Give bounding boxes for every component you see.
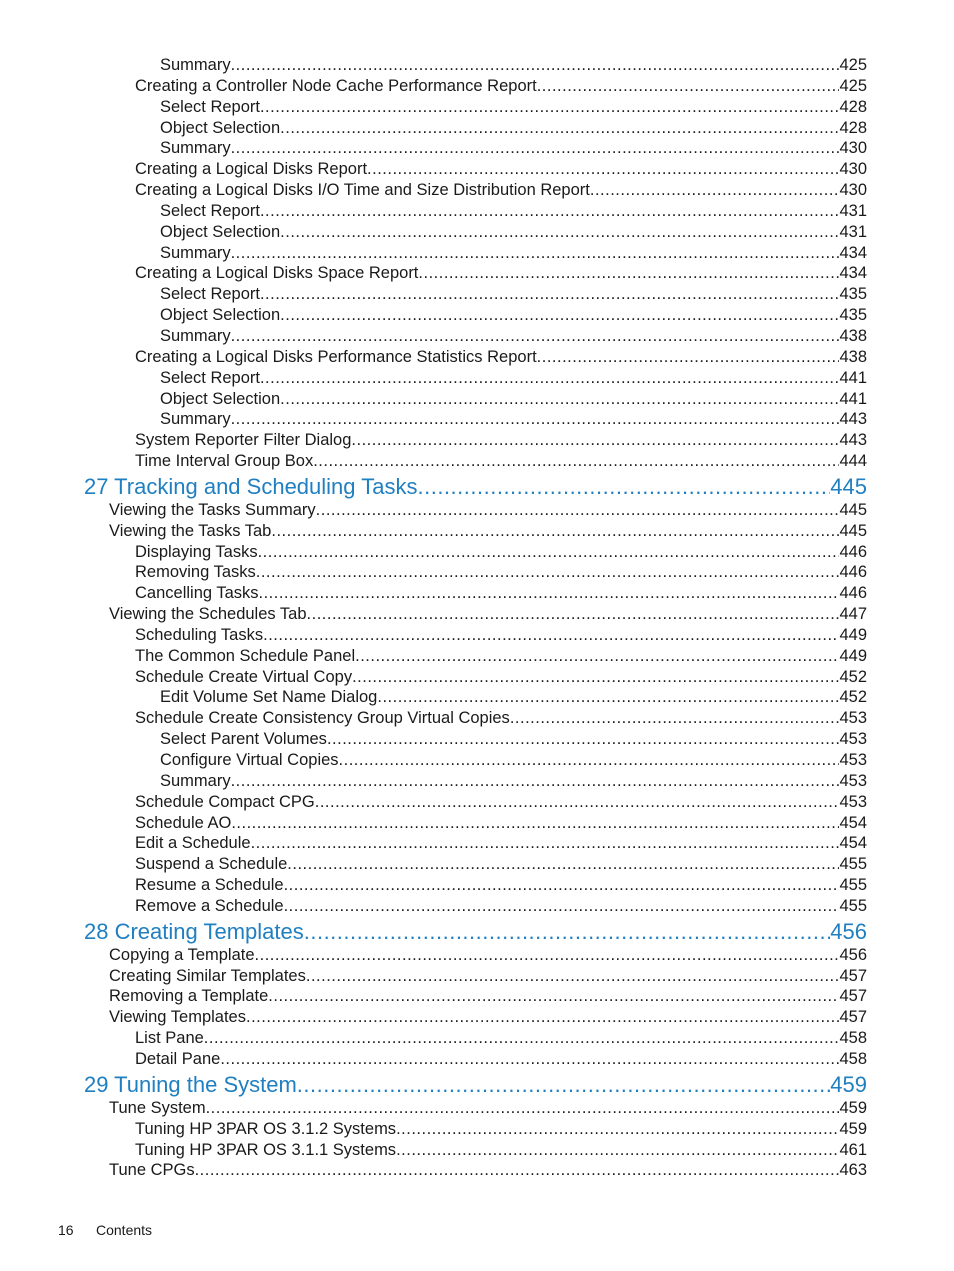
toc-entry-title: Schedule AO [135, 813, 232, 832]
toc-entry-title: Time Interval Group Box [135, 452, 314, 471]
toc-entry[interactable] [0, 368, 954, 389]
dot-leader [231, 55, 840, 76]
toc-entry[interactable] [0, 430, 954, 451]
dot-leader [195, 1160, 840, 1181]
dot-leader [510, 708, 840, 729]
dot-leader [307, 604, 840, 625]
toc-entry-title: Cancelling Tasks [135, 584, 259, 603]
toc-entry-page: 453 [839, 771, 867, 790]
dot-leader [260, 201, 840, 222]
toc-entry[interactable] [0, 180, 954, 201]
toc-entry[interactable] [0, 222, 954, 243]
toc-entry-title: Summary [160, 410, 231, 429]
dot-leader [263, 625, 839, 646]
dot-leader [258, 542, 840, 563]
toc-entry-page: 453 [839, 730, 867, 749]
toc-entry[interactable] [0, 243, 954, 264]
toc-entry-page: 452 [839, 688, 867, 707]
toc-entry[interactable] [0, 326, 954, 347]
dot-leader [306, 966, 840, 987]
toc-entry-page: 428 [839, 97, 867, 116]
toc-entry[interactable] [0, 76, 954, 97]
toc-entry-title: Remove a Schedule [135, 896, 284, 915]
toc-entry-page: 434 [839, 264, 867, 283]
dot-leader [537, 347, 840, 368]
toc-entry-title: Tune CPGs [109, 1161, 195, 1180]
toc-entry[interactable] [0, 771, 954, 792]
toc-entry[interactable] [0, 966, 954, 987]
footer-section-label: Contents [96, 1222, 153, 1238]
toc-entry-title: Detail Pane [135, 1049, 221, 1068]
dot-leader [251, 833, 840, 854]
dot-leader [396, 1119, 839, 1140]
toc-entry-page: 425 [839, 76, 867, 95]
toc-entry-title: Creating a Logical Disks Report [135, 160, 368, 179]
toc-entry-page: 457 [839, 966, 867, 985]
dot-leader [231, 409, 840, 430]
toc-entry-page: 434 [839, 243, 867, 262]
toc-entry-page: 446 [839, 563, 867, 582]
dot-leader [255, 945, 840, 966]
toc-entry-title: Resume a Schedule [135, 876, 284, 895]
toc-entry-page: 446 [839, 542, 867, 561]
dot-leader [355, 646, 839, 667]
toc-entry-title: Creating Similar Templates [109, 966, 306, 985]
toc-entry[interactable] [0, 875, 954, 896]
toc-entry[interactable] [0, 562, 954, 583]
dot-leader [352, 667, 839, 688]
toc-entry-page: 425 [839, 56, 867, 74]
toc-entry-title: Tuning HP 3PAR OS 3.1.2 Systems [135, 1119, 397, 1138]
toc-entry[interactable] [0, 896, 954, 917]
toc-entry[interactable] [0, 583, 954, 604]
toc-entry-page: 453 [839, 751, 867, 769]
dot-leader [284, 875, 840, 896]
toc-entry-page: 454 [839, 813, 867, 832]
toc-entry-title: Tune System [109, 1098, 206, 1117]
dot-leader [259, 583, 840, 604]
toc-entry-page: 431 [839, 222, 867, 241]
table-of-contents [0, 55, 954, 1181]
toc-entry[interactable] [0, 542, 954, 563]
toc-entry[interactable] [0, 451, 954, 472]
dot-leader [367, 159, 839, 180]
toc-entry[interactable] [0, 521, 954, 542]
dot-leader [280, 118, 839, 139]
toc-entry-page: 458 [839, 1049, 867, 1068]
toc-entry-page: 435 [839, 285, 867, 304]
toc-entry-title: Summary [160, 771, 231, 790]
dot-leader [231, 326, 840, 347]
toc-entry-title: Object Selection [160, 222, 281, 241]
dot-leader [537, 76, 840, 97]
dot-leader [231, 813, 839, 834]
dot-leader [220, 1049, 839, 1070]
toc-entry-page: 461 [839, 1140, 867, 1159]
toc-entry-title: Summary [160, 56, 231, 74]
toc-entry-page: 438 [839, 347, 867, 366]
toc-entry[interactable] [0, 347, 954, 368]
toc-entry[interactable] [0, 138, 954, 159]
toc-entry-title: Edit a Schedule [135, 834, 251, 853]
toc-entry[interactable] [0, 500, 954, 521]
toc-entry-page: 438 [839, 326, 867, 345]
toc-entry[interactable] [0, 263, 954, 284]
toc-entry-page: 435 [839, 306, 867, 325]
toc-entry-title: Select Report [160, 201, 260, 220]
toc-entry-page: 455 [839, 876, 867, 895]
toc-entry-page: 453 [839, 792, 867, 811]
dot-leader [339, 750, 840, 771]
dot-leader [417, 473, 830, 500]
toc-entry-title: Object Selection [160, 389, 281, 408]
toc-entry-title: Creating a Logical Disks Performance Statistics Report [135, 347, 537, 366]
toc-entry-title: Creating a Logical Disks Space Report [135, 264, 419, 283]
dot-leader [246, 1007, 839, 1028]
page-footer [58, 1222, 152, 1238]
toc-entry-page: 441 [839, 368, 867, 387]
dot-leader [304, 918, 831, 945]
toc-entry-title: The Common Schedule Panel [135, 646, 356, 665]
toc-entry-page: 458 [839, 1029, 867, 1048]
toc-entry-page: 441 [839, 389, 867, 408]
toc-entry-title: Viewing the Tasks Summary [109, 500, 316, 519]
toc-entry-title: Scheduling Tasks [135, 625, 264, 644]
toc-entry-title: List Pane [135, 1029, 204, 1048]
toc-entry[interactable] [0, 284, 954, 305]
toc-entry[interactable] [0, 1160, 954, 1181]
dot-leader [268, 986, 839, 1007]
toc-entry-title: Select Report [160, 368, 260, 387]
dot-leader [377, 687, 839, 708]
dot-leader [590, 180, 840, 201]
dot-leader [313, 451, 839, 472]
toc-entry-title: Suspend a Schedule [135, 855, 288, 874]
dot-leader [231, 138, 840, 159]
toc-entry-page: 443 [839, 410, 867, 429]
toc-entry-page: 459 [839, 1119, 867, 1138]
toc-entry[interactable] [0, 1028, 954, 1049]
toc-entry[interactable] [0, 305, 954, 326]
toc-entry-page: 430 [839, 160, 867, 179]
toc-entry[interactable] [0, 986, 954, 1007]
toc-entry-page: 457 [839, 987, 867, 1006]
dot-leader [287, 854, 839, 875]
dot-leader [351, 430, 839, 451]
dot-leader [271, 521, 839, 542]
dot-leader [206, 1098, 840, 1119]
toc-entry[interactable] [0, 1140, 954, 1161]
toc-entry-page: 454 [839, 834, 867, 853]
toc-entry[interactable] [0, 389, 954, 410]
toc-entry-title: Creating a Logical Disks I/O Time and Size Distribution Report [135, 181, 590, 200]
toc-entry[interactable] [0, 604, 954, 625]
toc-entry-title: Object Selection [160, 118, 281, 137]
toc-entry[interactable] [0, 97, 954, 118]
toc-entry[interactable] [0, 159, 954, 180]
toc-entry[interactable] [0, 833, 954, 854]
toc-entry-title: Schedule Compact CPG [135, 792, 315, 811]
toc-entry-page: 430 [839, 181, 867, 200]
toc-entry-title: Removing Tasks [135, 563, 256, 582]
dot-leader [260, 97, 840, 118]
toc-entry-page: 457 [839, 1008, 867, 1027]
toc-entry-title: Select Parent Volumes [160, 730, 327, 749]
toc-entry-page: 431 [839, 201, 867, 220]
dot-leader [315, 792, 840, 813]
toc-entry-title: Edit Volume Set Name Dialog [160, 688, 378, 707]
dot-leader [280, 222, 839, 243]
dot-leader [231, 771, 840, 792]
toc-entry-title: Schedule Create Virtual Copy [135, 667, 353, 686]
toc-entry[interactable] [0, 1049, 954, 1070]
toc-entry-page: 446 [839, 584, 867, 603]
toc-entry[interactable] [0, 1119, 954, 1140]
toc-entry-title: Summary [160, 139, 231, 158]
toc-entry-title: 29 Tuning the System [84, 1071, 297, 1097]
dot-leader [284, 896, 840, 917]
toc-entry[interactable] [0, 854, 954, 875]
toc-entry-title: Displaying Tasks [135, 542, 258, 561]
dot-leader [327, 729, 840, 750]
dot-leader [231, 243, 840, 264]
toc-entry-title: Summary [160, 243, 231, 262]
toc-entry-title: Select Report [160, 97, 260, 116]
toc-entry[interactable] [0, 750, 954, 771]
toc-chapter-entry[interactable] [0, 918, 954, 945]
toc-entry-title: Summary [160, 326, 231, 345]
toc-entry[interactable] [0, 1098, 954, 1119]
toc-entry-page: 459 [830, 1071, 867, 1097]
toc-entry[interactable] [0, 945, 954, 966]
toc-entry-page: 428 [839, 118, 867, 137]
dot-leader [418, 263, 839, 284]
toc-entry[interactable] [0, 687, 954, 708]
toc-entry-title: Removing a Template [109, 987, 269, 1006]
toc-entry-page: 456 [839, 945, 867, 964]
toc-entry[interactable] [0, 646, 954, 667]
toc-entry[interactable] [0, 625, 954, 646]
dot-leader [260, 368, 840, 389]
toc-entry-page: 445 [839, 500, 867, 519]
toc-entry[interactable] [0, 792, 954, 813]
toc-entry-title: Creating a Controller Node Cache Performance Report [135, 76, 537, 95]
dot-leader [260, 284, 840, 305]
dot-leader [396, 1140, 839, 1161]
toc-entry-title: Object Selection [160, 306, 281, 325]
toc-entry-title: Copying a Template [109, 945, 255, 964]
toc-entry-page: 455 [839, 896, 867, 915]
toc-entry-page: 456 [830, 918, 867, 944]
toc-entry-page: 447 [839, 605, 867, 624]
dot-leader [297, 1071, 830, 1098]
toc-entry-page: 449 [839, 646, 867, 665]
toc-entry-page: 443 [839, 431, 867, 450]
toc-entry[interactable] [0, 55, 954, 76]
toc-entry-title: Tuning HP 3PAR OS 3.1.1 Systems [135, 1140, 397, 1159]
toc-entry[interactable] [0, 201, 954, 222]
toc-entry-title: Viewing the Tasks Tab [109, 521, 272, 540]
dot-leader [204, 1028, 840, 1049]
toc-entry-page: 459 [839, 1098, 867, 1117]
toc-entry-title: System Reporter Filter Dialog [135, 431, 352, 450]
toc-entry[interactable] [0, 118, 954, 139]
toc-chapter-entry[interactable] [0, 473, 954, 500]
toc-entry-page: 445 [839, 521, 867, 540]
toc-entry-title: Select Report [160, 285, 260, 304]
toc-entry-title: Viewing the Schedules Tab [109, 605, 307, 624]
toc-entry-page: 449 [839, 625, 867, 644]
page-number: 16 [58, 1222, 74, 1238]
toc-entry[interactable] [0, 813, 954, 834]
toc-entry-page: 430 [839, 139, 867, 158]
toc-entry-title: 28 Creating Templates [84, 918, 304, 944]
toc-entry[interactable] [0, 708, 954, 729]
dot-leader [280, 389, 839, 410]
toc-entry-page: 445 [830, 473, 867, 499]
dot-leader [316, 500, 840, 521]
toc-entry[interactable] [0, 1007, 954, 1028]
dot-leader [256, 562, 840, 583]
toc-entry-page: 444 [839, 452, 867, 471]
toc-entry-title: Schedule Create Consistency Group Virtual Copies [135, 709, 510, 728]
toc-entry[interactable] [0, 667, 954, 688]
toc-entry-page: 453 [839, 709, 867, 728]
dot-leader [280, 305, 839, 326]
toc-entry-page: 452 [839, 667, 867, 686]
toc-entry-title: Viewing Templates [109, 1008, 246, 1027]
toc-entry[interactable] [0, 409, 954, 430]
toc-entry[interactable] [0, 729, 954, 750]
toc-chapter-entry[interactable] [0, 1071, 954, 1098]
toc-entry-page: 463 [839, 1161, 867, 1180]
toc-entry-title: 27 Tracking and Scheduling Tasks [84, 473, 418, 499]
toc-entry-title: Configure Virtual Copies [160, 751, 339, 769]
toc-entry-page: 455 [839, 855, 867, 874]
